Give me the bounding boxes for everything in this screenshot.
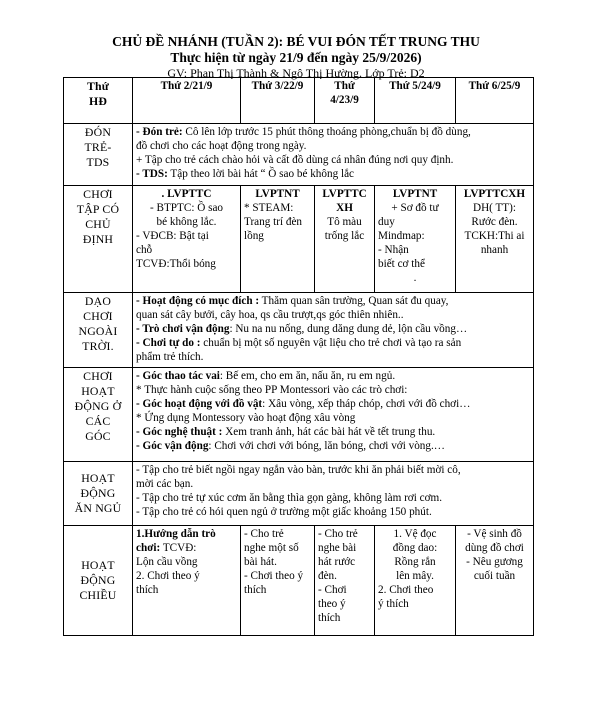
text-line: . LVPTTC xyxy=(161,188,212,200)
don-tre-content xyxy=(133,124,534,186)
choi-goc-content xyxy=(133,368,534,462)
label-line: CHỦ xyxy=(85,217,111,231)
text-line: hát rước xyxy=(318,556,356,568)
text-line: Rồng rắn xyxy=(394,556,436,568)
text-line: - Tập cho trẻ biết ngồi ngay ngắn vào bàn, trước khi ăn phải biết mời cô, xyxy=(136,464,461,476)
text-heading: - Góc nghệ thuật : xyxy=(136,426,223,438)
text-line: Lộn cầu vồng xyxy=(136,556,198,568)
label-line: CHƠI xyxy=(83,187,113,201)
text-line: TCKH:Thi ai xyxy=(464,230,525,242)
day-header-wed xyxy=(315,78,375,124)
text-line: ý thích xyxy=(378,598,409,610)
text-line: . xyxy=(413,272,417,284)
text-line: biết cơ thể xyxy=(378,258,425,270)
text-line: - Chơi xyxy=(318,584,347,596)
label-line: CÁC xyxy=(85,414,111,428)
day-header-mon: Thứ 2/21/9 xyxy=(133,78,241,124)
header-row xyxy=(64,78,534,124)
label-line: HOẠT xyxy=(81,471,115,485)
choi-tap-tue xyxy=(241,186,315,293)
text-line: dùng đồ chơi xyxy=(465,542,524,554)
row-chieu xyxy=(64,526,534,636)
text-line: đồ chơi cho các hoạt động trong ngày. xyxy=(136,140,307,152)
label-line: CHƠI xyxy=(83,369,113,383)
text-line: LVPTNT xyxy=(392,188,438,200)
text-line: Rước đèn. xyxy=(471,216,518,228)
text-line: - Tập cho trẻ tự xúc cơm ăn bằng thìa gọn gàng, không làm rơi cơm. xyxy=(136,492,443,504)
text-line: - Chơi theo ý xyxy=(244,570,304,582)
label-line: CHIỀU xyxy=(79,588,117,602)
weekly-schedule-table xyxy=(63,77,534,636)
text-line: - VĐCB: Bật tại xyxy=(136,230,209,242)
chieu-mon xyxy=(133,526,241,636)
label-line: ĂN NGỦ xyxy=(74,501,122,515)
text-heading: 1.Hướng dẫn trò xyxy=(136,528,216,540)
text-line: duy xyxy=(378,216,395,228)
text-line: DH( TT): xyxy=(473,202,516,214)
text-line: bài hát. xyxy=(244,556,277,568)
label-line: GÓC xyxy=(85,429,111,443)
text-line: - Vệ sinh đồ xyxy=(467,528,522,540)
text-line: - Nêu gương xyxy=(466,556,523,568)
text-line: LVPTTCXH xyxy=(463,188,526,200)
label-line: ĐỘNG xyxy=(80,486,116,500)
chieu-tue xyxy=(241,526,315,636)
day-header-wed-l2: 4/23/9 xyxy=(330,94,359,106)
row-dao-choi xyxy=(64,293,534,368)
row-label-choi-tap xyxy=(64,186,133,293)
text-line: - Tập cho trẻ có hói quen ngủ ở trường một giấc khoảng 150 phút. xyxy=(136,506,432,518)
text-line: LVPTNT xyxy=(255,188,300,200)
text-line: Tô màu xyxy=(327,216,362,228)
row-label-choi-goc xyxy=(64,368,133,462)
text-line: + Tập cho trẻ cách chào hỏi và cất đồ dùng cá nhân đúng nơi quy định. xyxy=(136,154,454,166)
text-line: - Cho trẻ xyxy=(244,528,284,540)
label-line: HOẠT xyxy=(81,558,115,572)
text-line: mời các bạn. xyxy=(136,478,194,490)
day-header-fri: Thứ 6/25/9 xyxy=(456,78,534,124)
text-line: + Sơ đồ tư xyxy=(391,202,439,214)
label-line: TDS xyxy=(86,155,110,169)
row-label-an-ngu xyxy=(64,462,133,526)
text-heading: chơi: xyxy=(136,542,161,554)
text-line: thích xyxy=(318,612,341,624)
label-line: ĐỘNG Ở xyxy=(74,399,122,413)
day-header-wed-l1: Thứ xyxy=(334,80,355,92)
day-header-tue: Thứ 3/22/9 xyxy=(241,78,315,124)
text-line: Cô lên lớp trước 15 phút thông thoáng phòng,chuẩn bị đồ dùng, xyxy=(182,126,471,138)
label-line: TẬP CÓ xyxy=(76,202,120,216)
label-line: ĐỊNH xyxy=(82,232,114,246)
text-line: Xem tranh ảnh, hát các bài hát về tết trung thu. xyxy=(222,426,436,438)
text-line: 2. Chơi theo ý xyxy=(136,570,200,582)
text-line: : Nu na nu nống, dung dăng dung dẻ, lộn cầu vồng… xyxy=(229,323,468,335)
text-line: Tập theo lời bài hát “ Ồ sao bé không lắc xyxy=(167,168,355,180)
text-line: * Ứng dụng Montessory vào hoạt động xâu vòng xyxy=(136,412,356,424)
text-heading: - Góc thao tác vai xyxy=(136,370,220,382)
dao-choi-content xyxy=(133,293,534,368)
tds-heading: - TDS: xyxy=(136,168,168,180)
activity-day-header xyxy=(64,78,133,124)
chieu-wed xyxy=(315,526,375,636)
text-line: đèn. xyxy=(318,570,337,582)
day-header-thu: Thứ 5/24/9 xyxy=(375,78,456,124)
text-line: chỗ xyxy=(136,244,153,256)
header-thu: Thứ xyxy=(86,79,110,93)
text-line: 2. Chơi theo xyxy=(378,584,434,596)
teacher-class-info: GV: Phan Thị Thành & Ngô Thị Hường. Lớp Trẻ: D2 xyxy=(167,66,425,80)
date-range: Thực hiện từ ngày 21/9 đến ngày 25/9/2026) xyxy=(170,50,422,65)
text-line: bé không lắc. xyxy=(156,216,217,228)
text-line: 1. Vệ đọc xyxy=(393,528,437,540)
text-line: nghe bài xyxy=(318,542,357,554)
label-line: ĐỘNG xyxy=(80,573,116,587)
text-line: : Chơi với chơi với bóng, lăn bóng, chơi với vòng.… xyxy=(208,440,445,452)
text-line: thích xyxy=(244,584,267,596)
text-line: đồng dao: xyxy=(392,542,438,554)
text-line: Thăm quan sân trường, Quan sát đu quay, xyxy=(259,295,449,307)
don-tre-heading: - Đón trẻ: xyxy=(136,126,183,138)
text-line: thích xyxy=(136,584,159,596)
row-label-chieu xyxy=(64,526,133,636)
label-line: HOẠT xyxy=(81,384,115,398)
row-label-don-tre xyxy=(64,124,133,186)
text-line: - BTPTC: Ồ sao xyxy=(149,202,224,214)
an-ngu-content xyxy=(133,462,534,526)
text-line: lồng xyxy=(244,230,264,242)
text-line: * Thực hành cuộc sống theo PP Montessori vào các trò chơi: xyxy=(136,384,408,396)
label-line: CHƠI xyxy=(83,309,113,323)
header-hd: HĐ xyxy=(88,94,108,108)
text-line: TCVĐ: xyxy=(160,542,197,554)
label-line: DẠO xyxy=(84,294,112,308)
row-don-tre xyxy=(64,124,534,186)
text-heading: - Góc hoạt động với đồ vật xyxy=(136,398,263,410)
text-line: lên mây. xyxy=(396,570,434,582)
text-line: : Bế em, cho em ăn, nấu ăn, ru em ngủ. xyxy=(219,370,396,382)
text-line: nghe một số xyxy=(244,542,299,554)
text-line: theo ý xyxy=(318,598,346,610)
text-heading: - Chơi tự do : xyxy=(136,337,201,349)
label-line: NGOÀI xyxy=(78,324,118,338)
text-line: Mindmap: xyxy=(378,230,425,242)
choi-tap-fri xyxy=(456,186,534,293)
text-heading: - Trò chơi vận động xyxy=(136,323,230,335)
chieu-fri xyxy=(456,526,534,636)
text-line: Trang trí đèn xyxy=(244,216,303,228)
text-line: * STEAM: xyxy=(244,202,294,214)
page-title: CHỦ ĐỀ NHÁNH (TUẦN 2): BÉ VUI ĐÓN TẾT TRUNG THU xyxy=(112,34,480,49)
chieu-thu xyxy=(375,526,456,636)
label-line: TRỜI. xyxy=(82,339,114,353)
text-line: : Xâu vòng, xếp tháp chóp, chơi với đồ chơi… xyxy=(262,398,471,410)
text-line: quan sát cây bưởi, cây hoa, qs cầu trượt,qs góc thiên nhiên.. xyxy=(136,309,404,321)
text-line: phẩm trẻ thích. xyxy=(136,351,204,363)
row-choi-goc xyxy=(64,368,534,462)
text-line: trống lắc xyxy=(324,230,365,242)
text-line: - Nhận xyxy=(378,244,409,256)
text-line: cuối tuần xyxy=(473,570,516,582)
row-label-dao-choi xyxy=(64,293,133,368)
label-line: ĐÓN xyxy=(84,125,112,139)
text-line: chuẩn bị một số nguyên vật liệu cho trẻ chơi và tạo ra sản xyxy=(200,337,462,349)
text-heading: - Góc vận động xyxy=(136,440,209,452)
choi-tap-wed xyxy=(315,186,375,293)
label-line: TRẺ- xyxy=(84,140,112,154)
choi-tap-thu xyxy=(375,186,456,293)
row-choi-tap xyxy=(64,186,534,293)
text-line: nhanh xyxy=(480,244,509,256)
text-line: XH xyxy=(336,202,353,214)
text-line: - Cho trẻ xyxy=(318,528,358,540)
choi-tap-mon xyxy=(133,186,241,293)
text-heading: - Hoạt động có mục đích : xyxy=(136,295,260,307)
text-line: LVPTTC xyxy=(322,188,367,200)
text-line: TCVĐ:Thổi bóng xyxy=(136,258,216,270)
row-an-ngu xyxy=(64,462,534,526)
